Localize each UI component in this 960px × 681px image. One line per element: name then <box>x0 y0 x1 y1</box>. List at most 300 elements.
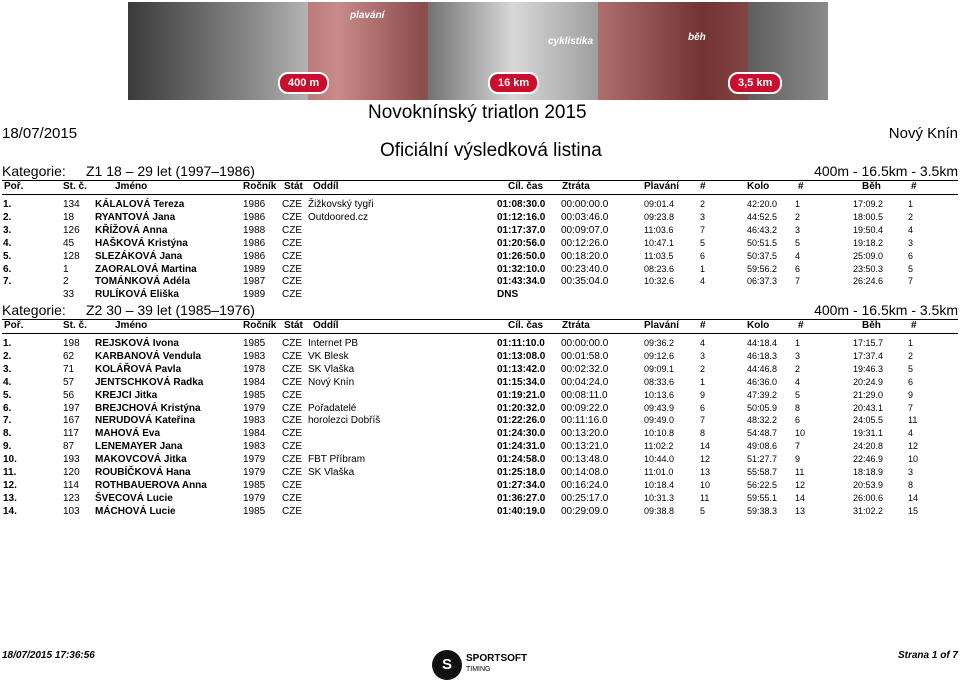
column-header: # <box>911 181 917 192</box>
cell-pos: 5. <box>3 250 12 262</box>
cell-pos: 4. <box>3 376 12 388</box>
sportsoft-logo <box>432 650 462 680</box>
column-header: Poř. <box>4 320 24 331</box>
column-header: Jméno <box>115 320 148 331</box>
cell-year: 1985 <box>243 338 266 349</box>
cell-loss: 00:00:00.0 <box>561 338 609 349</box>
column-header: St. č. <box>63 181 87 192</box>
cell-swim: 10:44.0 <box>644 454 675 465</box>
banner-red-overlay <box>598 2 748 100</box>
cell-swim: 08:23.6 <box>644 263 675 274</box>
cell-pos: 7. <box>3 415 12 427</box>
cell-time: 01:27:34.0 <box>497 479 546 491</box>
cell-name: HAŠKOVÁ Kristýna <box>95 237 188 249</box>
cell-state: CZE <box>282 505 302 517</box>
cell-sr: 2 <box>700 363 706 374</box>
cell-bike: 42:20.0 <box>747 199 778 209</box>
cell-run: 19:31.1 <box>853 428 884 439</box>
column-header: Ztráta <box>562 320 590 331</box>
cell-name: RULÍKOVÁ Eliška <box>95 289 179 301</box>
column-header: Cíl. čas <box>508 181 544 192</box>
cell-sr: 6 <box>700 250 706 261</box>
cell-bike: 59:56.2 <box>747 263 778 274</box>
cell-sr: 9 <box>700 389 706 400</box>
cell-br: 10 <box>795 428 806 439</box>
cell-loss: 00:13:20.0 <box>561 428 609 440</box>
cell-no: 126 <box>63 224 80 236</box>
column-header: Ztráta <box>562 181 590 192</box>
table-row <box>0 351 960 364</box>
cell-run: 26:24.6 <box>853 276 884 287</box>
cell-br: 9 <box>795 454 801 465</box>
cell-sr: 11 <box>700 492 710 503</box>
cell-state: CZE <box>282 376 302 388</box>
cell-bike: 47:39.2 <box>747 389 778 400</box>
cell-no: 197 <box>63 402 80 414</box>
cell-run: 19:46.3 <box>853 363 884 374</box>
cell-run: 23:50.3 <box>853 263 884 274</box>
column-header-row <box>0 320 960 333</box>
cell-year: 1983 <box>243 350 266 362</box>
column-header: Kolo <box>747 181 770 192</box>
cell-loss: 00:16:24.0 <box>561 479 609 491</box>
cell-run: 25:09.0 <box>853 250 884 261</box>
cell-state: CZE <box>282 402 302 414</box>
cell-bike: 55:58.7 <box>747 467 778 477</box>
category-label: Kategorie: <box>2 163 66 179</box>
cell-state: CZE <box>282 237 302 249</box>
cell-rr: 2 <box>908 350 914 361</box>
cell-name: ŠVECOVÁ Lucie <box>95 492 173 504</box>
cell-rr: 15 <box>908 505 919 516</box>
cell-no: 56 <box>63 389 75 401</box>
cell-name: MAHOVÁ Eva <box>95 428 161 440</box>
cell-state: CZE <box>282 467 302 478</box>
cell-no: 103 <box>63 505 80 517</box>
cell-state: CZE <box>282 363 302 375</box>
cell-run: 22:46.9 <box>853 454 884 465</box>
cell-sr: 3 <box>700 350 706 361</box>
cell-br: 1 <box>795 338 801 348</box>
column-header: Ročník <box>243 181 277 192</box>
cell-bike: 50:51.5 <box>747 237 778 248</box>
cell-no: 71 <box>63 363 75 375</box>
cell-sr: 7 <box>700 415 706 426</box>
cell-name: BREJCHOVÁ Kristýna <box>95 402 201 414</box>
cell-rr: 1 <box>908 338 914 348</box>
column-header: # <box>798 320 804 331</box>
banner-distance-bike: 16 km <box>488 72 539 94</box>
cell-state: CZE <box>282 263 302 275</box>
column-header: Běh <box>862 320 881 331</box>
cell-year: 1978 <box>243 363 266 375</box>
column-header: Jméno <box>115 181 148 192</box>
table-row <box>0 428 960 441</box>
table-row <box>0 480 960 493</box>
cell-rr: 2 <box>908 211 914 222</box>
cell-rr: 6 <box>908 250 914 261</box>
cell-year: 1989 <box>243 263 266 275</box>
column-header-row <box>0 181 960 194</box>
cell-state: CZE <box>282 224 302 236</box>
cell-rr: 5 <box>908 263 914 274</box>
table-row <box>0 199 960 212</box>
column-header: Běh <box>862 181 881 192</box>
cell-time: 01:22:26.0 <box>497 415 546 427</box>
cell-pos: 7. <box>3 276 12 288</box>
cell-sr: 2 <box>700 199 706 209</box>
cell-run: 24:05.5 <box>853 415 884 426</box>
cell-swim: 10:32.6 <box>644 276 675 287</box>
cell-swim: 09:12.6 <box>644 350 675 361</box>
cell-name: ROUBÍČKOVÁ Hana <box>95 467 191 478</box>
cell-state: CZE <box>282 199 302 210</box>
divider <box>2 333 958 334</box>
cell-bike: 46:18.3 <box>747 350 778 361</box>
cell-year: 1983 <box>243 441 266 453</box>
column-header: # <box>798 181 804 192</box>
cell-no: 114 <box>63 479 79 491</box>
cell-loss: 00:03:46.0 <box>561 211 609 223</box>
cell-state: CZE <box>282 441 302 453</box>
cell-year: 1979 <box>243 454 266 466</box>
table-row <box>0 415 960 428</box>
table-row <box>0 225 960 238</box>
cell-loss: 00:02:32.0 <box>561 363 609 375</box>
cell-pos: 8. <box>3 428 12 440</box>
cell-year: 1985 <box>243 505 266 517</box>
cell-state: CZE <box>282 350 302 362</box>
cell-pos: 2. <box>3 350 12 362</box>
cell-name: JENTSCHKOVÁ Radka <box>95 376 204 388</box>
cell-time: 01:24:58.0 <box>497 454 546 466</box>
cell-sr: 5 <box>700 505 706 516</box>
cell-swim: 11:03.6 <box>644 224 674 235</box>
cell-sr: 12 <box>700 454 711 465</box>
cell-no: 193 <box>63 454 80 466</box>
cell-time: 01:26:50.0 <box>497 250 546 262</box>
column-header: Oddíl <box>313 181 339 192</box>
cell-br: 2 <box>795 211 801 222</box>
cell-loss: 00:04:24.0 <box>561 376 609 388</box>
cell-name: KOLÁŘOVÁ Pavla <box>95 363 182 375</box>
cell-loss: 00:09:22.0 <box>561 402 609 414</box>
cell-swim: 10:13.6 <box>644 389 675 400</box>
cell-year: 1986 <box>243 237 266 249</box>
cell-no: 134 <box>63 199 80 210</box>
cell-sr: 7 <box>700 224 706 235</box>
cell-no: 128 <box>63 250 80 262</box>
table-row <box>0 212 960 225</box>
cell-bike: 50:05.9 <box>747 402 778 413</box>
table-row <box>0 276 960 289</box>
cell-swim: 11:01.0 <box>644 467 674 477</box>
cell-bike: 49:08.6 <box>747 441 778 452</box>
column-header: Poř. <box>4 181 24 192</box>
cell-sr: 4 <box>700 338 706 348</box>
category-distance: 400m - 16.5km - 3.5km <box>814 302 958 318</box>
cell-sr: 1 <box>700 263 706 274</box>
table-row <box>0 403 960 416</box>
header-location: Nový Knín <box>888 125 958 142</box>
cell-time: 01:24:31.0 <box>497 441 546 453</box>
cell-loss: 00:13:48.0 <box>561 454 609 466</box>
cell-time: 01:36:27.0 <box>497 492 546 504</box>
cell-state: CZE <box>282 454 302 466</box>
cell-bike: 44:18.4 <box>747 338 778 348</box>
table-row <box>0 264 960 277</box>
cell-sr: 3 <box>700 211 706 222</box>
cell-time: 01:25:18.0 <box>497 467 546 478</box>
cell-name: RYANTOVÁ Jana <box>95 211 176 223</box>
cell-bike: 59:38.3 <box>747 505 778 516</box>
cell-year: 1979 <box>243 492 266 504</box>
cell-br: 13 <box>795 505 806 516</box>
cell-run: 20:24.9 <box>853 376 884 387</box>
footer-brand-sub: TIMING <box>466 666 491 673</box>
cell-run: 19:50.4 <box>853 224 884 235</box>
cell-swim: 09:38.8 <box>644 505 675 516</box>
cell-run: 24:20.8 <box>853 441 884 452</box>
cell-run: 18:00.5 <box>853 211 884 222</box>
cell-state: CZE <box>282 338 302 349</box>
divider <box>2 180 958 181</box>
cell-club: Žižkovský tygři <box>308 199 374 210</box>
cell-pos: 10. <box>3 454 17 466</box>
column-header: Cíl. čas <box>508 320 544 331</box>
cell-name: ROTHBAUEROVA Anna <box>95 479 207 491</box>
cell-sr: 6 <box>700 402 706 413</box>
cell-swim: 10:47.1 <box>644 237 675 248</box>
cell-no: 18 <box>63 211 75 223</box>
cell-rr: 1 <box>908 199 914 209</box>
banner-distance-run: 3,5 km <box>728 72 782 94</box>
column-header: Ročník <box>243 320 277 331</box>
cell-no: 1 <box>63 263 69 275</box>
cell-run: 31:02.2 <box>853 505 884 516</box>
cell-rr: 3 <box>908 237 914 248</box>
column-header: # <box>700 320 706 331</box>
cell-loss: 00:08:11.0 <box>561 389 608 401</box>
table-row <box>0 467 960 480</box>
cell-pos: 3. <box>3 224 12 236</box>
category-label: Kategorie: <box>2 302 66 318</box>
cell-bike: 59:55.1 <box>747 492 778 503</box>
cell-name: KŘÍŽOVÁ Anna <box>95 224 168 236</box>
cell-loss: 00:09:07.0 <box>561 224 609 236</box>
cell-year: 1987 <box>243 276 266 288</box>
banner-distance-swim: 400 m <box>278 72 329 94</box>
category-distance: 400m - 16.5km - 3.5km <box>814 163 958 179</box>
cell-time: 01:32:10.0 <box>497 263 546 275</box>
cell-loss: 00:01:58.0 <box>561 350 609 362</box>
cell-run: 17:15.7 <box>853 338 884 348</box>
cell-br: 1 <box>795 199 801 209</box>
cell-loss: 00:00:00.0 <box>561 199 609 210</box>
cell-bike: 46:36.0 <box>747 376 778 387</box>
cell-state: CZE <box>282 479 302 491</box>
cell-run: 19:18.2 <box>853 237 884 248</box>
cell-sr: 13 <box>700 467 711 477</box>
cell-swim: 10:31.3 <box>644 492 675 503</box>
cell-time: 01:20:32.0 <box>497 402 546 414</box>
table-row <box>0 493 960 506</box>
cell-br: 4 <box>795 376 801 387</box>
cell-state: CZE <box>282 250 302 262</box>
cell-loss: 00:25:17.0 <box>561 492 609 504</box>
cell-br: 5 <box>795 389 801 400</box>
table-row <box>0 506 960 519</box>
cell-run: 26:00.6 <box>853 492 884 503</box>
cell-swim: 09:49.0 <box>644 415 675 426</box>
cell-no: 198 <box>63 338 80 349</box>
cell-bike: 44:46.8 <box>747 363 778 374</box>
cell-rr: 6 <box>908 376 914 387</box>
cell-time: 01:40:19.0 <box>497 505 546 517</box>
cell-name: NERUDOVÁ Kateřina <box>95 415 196 427</box>
cell-rr: 9 <box>908 389 914 400</box>
cell-year: 1988 <box>243 224 266 236</box>
cell-time: 01:17:37.0 <box>497 224 546 236</box>
table-row <box>0 238 960 251</box>
column-header: St. č. <box>63 320 87 331</box>
cell-no: 123 <box>63 492 80 504</box>
cell-time: 01:13:08.0 <box>497 350 546 362</box>
column-header: # <box>911 320 917 331</box>
cell-br: 3 <box>795 350 801 361</box>
cell-time: 01:43:34.0 <box>497 276 546 288</box>
cell-pos: 14. <box>3 505 17 517</box>
divider <box>2 319 958 320</box>
cell-sr: 10 <box>700 479 711 490</box>
cell-state: CZE <box>282 276 302 288</box>
cell-loss: 00:14:08.0 <box>561 467 609 478</box>
cell-sr: 8 <box>700 428 706 439</box>
cell-loss: 00:11:16.0 <box>561 415 608 427</box>
cell-club: FBT Příbram <box>308 454 366 466</box>
cell-no: 62 <box>63 350 75 362</box>
table-row <box>0 454 960 467</box>
cell-year: 1985 <box>243 479 266 491</box>
cell-pos: 4. <box>3 237 12 249</box>
column-header: Plavání <box>644 181 680 192</box>
cell-club: SK Vlaška <box>308 363 355 375</box>
cell-loss: 00:35:04.0 <box>561 276 609 288</box>
cell-rr: 7 <box>908 276 914 287</box>
cell-pos: 6. <box>3 402 12 414</box>
cell-swim: 09:01.4 <box>644 199 675 209</box>
cell-club: Nový Knín <box>308 376 355 388</box>
cell-br: 4 <box>795 250 801 261</box>
cell-pos: 12. <box>3 479 17 491</box>
cell-no: 45 <box>63 237 75 249</box>
page-subtitle: Oficiální výsledková listina <box>380 140 602 161</box>
cell-no: 57 <box>63 376 75 388</box>
cell-time: 01:24:30.0 <box>497 428 546 440</box>
cell-rr: 12 <box>908 441 919 452</box>
cell-state: CZE <box>282 428 302 440</box>
cell-no: 120 <box>63 467 80 478</box>
cell-run: 17:37.4 <box>853 350 884 361</box>
footer-page: Strana 1 of 7 <box>897 650 958 661</box>
cell-br: 5 <box>795 237 801 248</box>
cell-bike: 50:37.5 <box>747 250 778 261</box>
cell-run: 21:29.0 <box>853 389 884 400</box>
cell-sr: 1 <box>700 376 706 387</box>
cell-time: 01:13:42.0 <box>497 363 546 375</box>
cell-no: 2 <box>63 276 69 288</box>
cell-name: MAKOVCOVÁ Jitka <box>95 454 187 466</box>
cell-br: 3 <box>795 224 801 235</box>
cell-swim: 09:36.2 <box>644 338 675 348</box>
column-header: # <box>700 181 706 192</box>
cell-loss: 00:29:09.0 <box>561 505 609 517</box>
cell-br: 7 <box>795 441 801 452</box>
cell-swim: 10:10.8 <box>644 428 675 439</box>
cell-name: LENEMAYER Jana <box>95 441 183 453</box>
cell-rr: 4 <box>908 428 914 439</box>
cell-no: 33 <box>63 289 75 301</box>
cell-year: 1985 <box>243 389 266 401</box>
cell-pos: 2. <box>3 211 12 223</box>
cell-bike: 48:32.2 <box>747 415 778 426</box>
category-name: Z1 18 – 29 let (1997–1986) <box>86 163 255 179</box>
cell-loss: 00:18:20.0 <box>561 250 609 262</box>
cell-club: Outdoored.cz <box>308 211 369 223</box>
cell-name: SLEZÁKOVÁ Jana <box>95 250 183 262</box>
cell-pos: 11. <box>3 467 17 478</box>
cell-time: 01:15:34.0 <box>497 376 546 388</box>
cell-name: ZAORALOVÁ Martina <box>95 263 197 275</box>
cell-bike: 51:27.7 <box>747 454 778 465</box>
cell-time: 01:08:30.0 <box>497 199 546 210</box>
page-title: Novoknínský triatlon 2015 <box>368 102 587 123</box>
cell-club: SK Vlaška <box>308 467 355 478</box>
logo-letter: S <box>441 656 452 673</box>
cell-time: 01:20:56.0 <box>497 237 546 249</box>
column-header: Stát <box>284 181 303 192</box>
table-row <box>0 289 960 302</box>
cell-rr: 7 <box>908 402 914 413</box>
cell-club: Pořadatelé <box>308 402 357 414</box>
cell-swim: 09:43.9 <box>644 402 675 413</box>
cell-year: 1984 <box>243 428 266 440</box>
cell-rr: 14 <box>908 492 919 503</box>
cell-swim: 11:02.2 <box>644 441 674 452</box>
cell-pos: 3. <box>3 363 12 375</box>
cell-pos: 5. <box>3 389 12 401</box>
cell-year: 1984 <box>243 376 266 388</box>
cell-pos: 6. <box>3 263 12 275</box>
cell-sr: 5 <box>700 237 706 248</box>
cell-pos: 9. <box>3 441 12 453</box>
table-row <box>0 251 960 264</box>
cell-rr: 4 <box>908 224 914 235</box>
cell-swim: 10:18.4 <box>644 479 675 490</box>
cell-swim: 09:23.8 <box>644 211 675 222</box>
cell-state: CZE <box>282 289 302 301</box>
table-row <box>0 390 960 403</box>
cell-year: 1986 <box>243 199 266 210</box>
cell-br: 2 <box>795 363 801 374</box>
cell-loss: 00:13:21.0 <box>561 441 609 453</box>
header-date: 18/07/2015 <box>2 125 78 142</box>
footer-brand: SPORTSOFT <box>466 653 528 664</box>
cell-bike: 06:37.3 <box>747 276 778 287</box>
cell-br: 14 <box>795 492 806 503</box>
table-row <box>0 364 960 377</box>
cell-club: Internet PB <box>308 338 359 349</box>
